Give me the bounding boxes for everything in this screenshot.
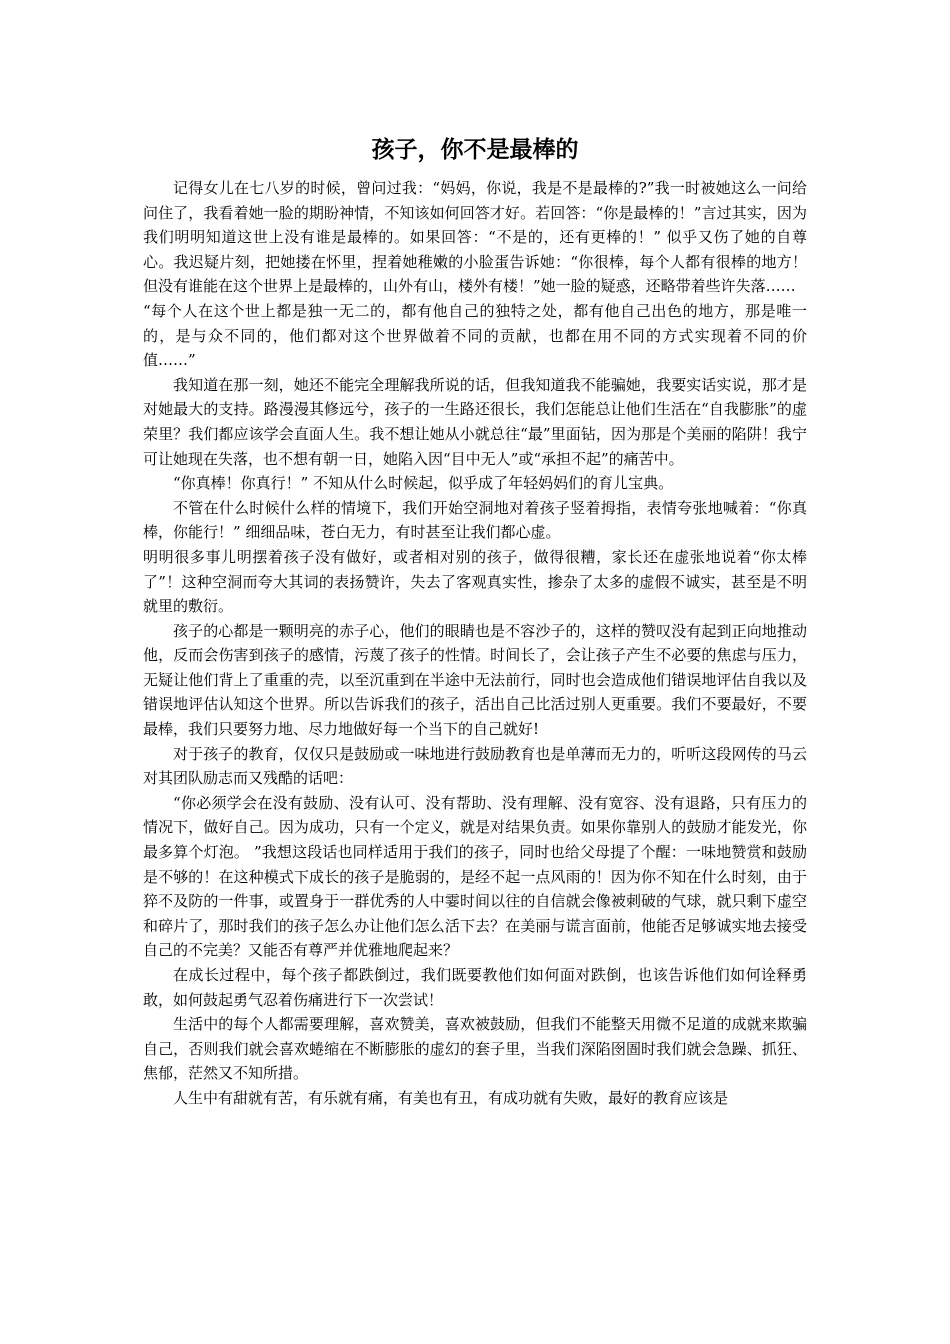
paragraph: “你必须学会在没有鼓励、没有认可、没有帮助、没有理解、没有宽容、没有退路，只有压力的情况下，做好自己。因为成功，只有一个定义，就是对结果负责。如果你靠别人的鼓励才能发光，你最多算个灯泡。 ”我想这段话也同样适用于我们的孩子，同时也给父母提了个醒：一味地赞赏和鼓励是不够的！在这种模式下成长的孩子是脆弱的，是经不起一点风雨的！因为你不知在什么时刻，由于猝不及防的一件事，或置身于一群优秀的人中霎时间以往的自信就会像被刺破的气球，就只剩下虚空和碎片了，那时我们的孩子怎么办让他们怎么活下去？在美丽与谎言面前，他能否足够诚实地去接受自己的不完美？又能否有尊严并优雅地爬起来？ [143,793,807,960]
paragraph: 人生中有甜就有苦，有乐就有痛，有美也有丑，有成功就有失败，最好的教育应该是 [173,1088,729,1107]
paragraph: 记得女儿在七八岁的时候，曾问过我：“妈妈，你说，我是不是最棒的?”我一时被她这么一问给问住了，我看着她一脸的期盼神情，不知该如何回答才好。若回答：“你是最棒的！”言过其实，因为我们明明知道这世上没有谁是最棒的。如果回答：“不是的，还有更棒的！” 似乎又伤了她的自尊心。我迟疑片刻，把她搂在怀里，捏着她稚嫩的小脸蛋告诉她：“你很棒，每个人都有很棒的地方！但没有谁能在这个世界上是最棒的，山外有山，楼外有楼！”她一脸的疑惑，还略带着些许失落…… [143,179,807,296]
paragraph: “每个人在这个世上都是独一无二的，都有他自己的独特之处，都有他自己出色的地方，那是唯一的，是与众不同的，他们都对这个世界做着不同的贡献，也都在用不同的方式实现着不同的价值……” [143,301,807,370]
paragraph: 不管在什么时候什么样的情境下，我们开始空洞地对着孩子竖着拇指，表情夸张地喊着：“你真棒，你能行！” 细细品味，苍白无力，有时甚至让我们都心虚。 [143,498,807,542]
paragraph: 我知道在那一刻，她还不能完全理解我所说的话，但我知道我不能骗她，我要实话实说，那才是对她最大的支持。路漫漫其修远兮，孩子的一生路还很长，我们怎能总让他们生活在“自我膨胀”的虚荣里？我们都应该学会直面人生。我不想让她从小就总往“最”里面钻，因为那是个美丽的陷阱！我宁可让她现在失落，也不想有朝一日，她陷入因“目中无人”或“承担不起”的痛苦中。 [143,375,807,468]
paragraph: 明明很多事儿明摆着孩子没有做好，或者相对别的孩子，做得很糟，家长还在虚张地说着“你太棒了”！这种空洞而夸大其词的表扬赞许，失去了客观真实性，掺杂了太多的虚假不诚实，甚至是不明就里的敷衍。 [143,547,807,616]
paragraph: 生活中的每个人都需要理解，喜欢赞美，喜欢被鼓励，但我们不能整天用微不足道的成就来欺骗自己，否则我们就会喜欢蜷缩在不断膨胀的虚幻的套子里，当我们深陷囹圄时我们就会急躁、抓狂、焦郁，茫然又不知所措。 [143,1015,807,1083]
paragraph: 孩子的心都是一颗明亮的赤子心，他们的眼睛也是不容沙子的，这样的赞叹没有起到正向地推动他，反而会伤害到孩子的感情，污蔑了孩子的性情。时间长了，会让孩子产生不必要的焦虑与压力，无疑让他们背上了重重的壳，以至沉重到在半途中无法前行，同时也会造成他们错误地评估自我以及错误地评估认知这个世界。所以告诉我们的孩子，活出自己比活过别人更重要。我们不要最好，不要最棒，我们只要努力地、尽力地做好每一个当下的自己就好! [143,621,807,739]
paragraph: 对于孩子的教育，仅仅只是鼓励或一味地进行鼓励教育也是单薄而无力的，听听这段网传的马云对其团队励志而又残酷的话吧： [143,744,807,788]
document-title: 孩子，你不是最棒的 [371,137,579,163]
paragraph: “你真棒！你真行！” 不知从什么时候起，似乎成了年轻妈妈们的育儿宝典。 [173,474,674,493]
document-body [143,134,807,1111]
paragraph: 在成长过程中，每个孩子都跌倒过，我们既要教他们如何面对跌倒，也该告诉他们如何诠释勇敢，如何鼓起勇气忍着伤痛进行下一次尝试！ [143,966,807,1009]
paragraph-list [143,176,807,1111]
